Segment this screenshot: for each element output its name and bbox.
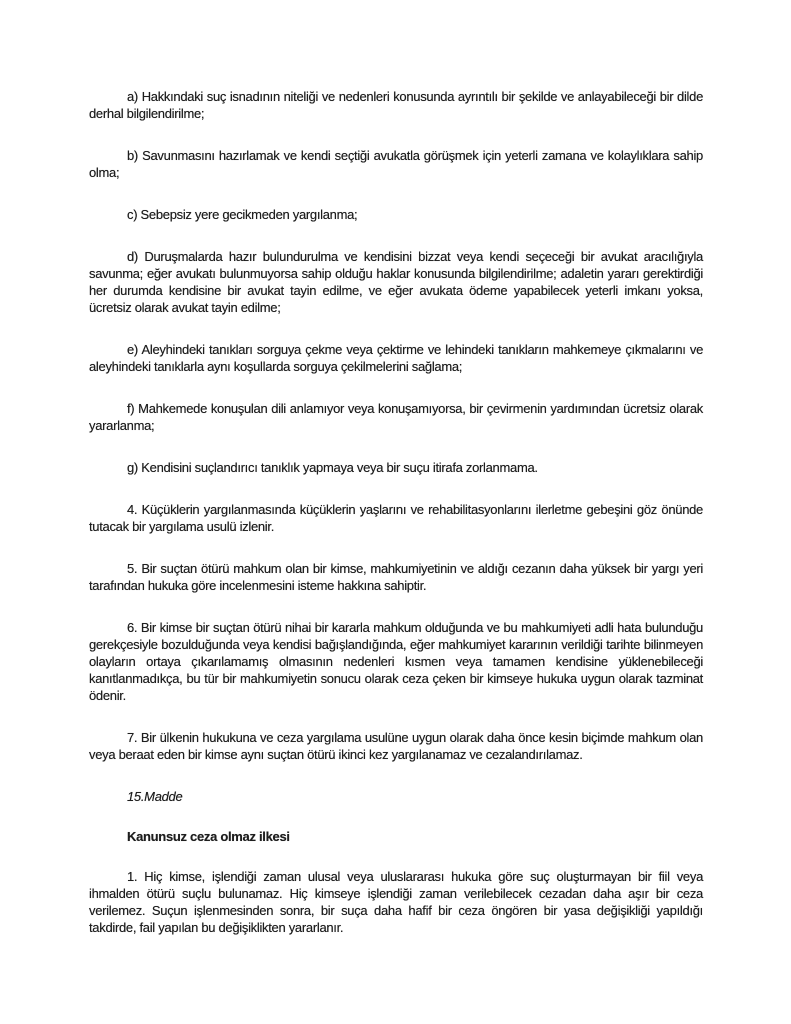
paragraph-clause-4: 4. Küçüklerin yargılanmasında küçüklerin yaşlarını ve rehabilitasyonlarını ilerletme gebeşini göz önünde tutacak bir yargılama usulü izlenir. bbox=[89, 502, 703, 534]
paragraph-clause-6: 6. Bir kimse bir suçtan ötürü nihai bir kararla mahkum olduğunda ve bu mahkumiyeti adli hata bulunduğu gerekçesiyle bozulduğunda veya kendisi bağışlandığında, eğer mahkumiyet kararının verildiği tarihte bilinmeyen olayların ortaya çıkarılamamış olmasının nedenleri kısmen veya tamamen kendisine yüklenebileceği kanıtlanmadıkça, bu tür bir mahkumiyetin sonucu olarak ceza çeken bir kimseye hukuka uygun olarak tazminat ödenir. bbox=[89, 620, 703, 703]
article-number-heading: 15.Madde bbox=[127, 789, 183, 804]
paragraph-item-e: e) Aleyhindeki tanıkları sorguya çekme veya çektirme ve lehindeki tanıkların mahkemeye çıkmalarını ve aleyhindeki tanıklarla aynı koşullarda sorguya çekilmelerini sağlama; bbox=[89, 342, 703, 374]
paragraph-item-d: d) Duruşmalarda hazır bulundurulma ve kendisini bizzat veya kendi seçeceği bir avukat aracılığıyla savunma; eğer avukatı bulunmuyorsa sahip olduğu haklar konusunda bilgilendirilme; adaletin yararı gerektirdiği her durumda kendisine bir avukat tayin edilme, ve eğer avukata ödeme yapabilecek yeterli imkanı yoksa, ücretsiz olarak avukat tayin edilme; bbox=[89, 249, 703, 315]
paragraph-item-c: c) Sebepsiz yere gecikmeden yargılanma; bbox=[127, 207, 358, 222]
paragraph-item-g: g) Kendisini suçlandırıcı tanıklık yapmaya veya bir suçu itirafa zorlanmama. bbox=[127, 460, 538, 475]
paragraph-item-b: b) Savunmasını hazırlamak ve kendi seçtiği avukatla görüşmek için yeterli zamana ve kolaylıklara sahip olma; bbox=[89, 148, 703, 180]
paragraph-item-f: f) Mahkemede konuşulan dili anlamıyor veya konuşamıyorsa, bir çevirmenin yardımından ücretsiz olarak yararlanma; bbox=[89, 401, 703, 433]
paragraph-item-a: a) Hakkındaki suç isnadının niteliği ve nedenleri konusunda ayrıntılı bir şekilde ve anlayabileceği bir dilde derhal bilgilendirilme; bbox=[89, 89, 703, 121]
document-text-block bbox=[89, 88, 703, 936]
paragraph-clause-5: 5. Bir suçtan ötürü mahkum olan bir kimse, mahkumiyetinin ve aldığı cezanın daha yüksek bir yargı yeri tarafından hukuka göre incelenmesini isteme hakkına sahiptir. bbox=[89, 561, 703, 593]
article-title-heading: Kanunsuz ceza olmaz ilkesi bbox=[127, 829, 290, 844]
paragraph-clause-1: 1. Hiç kimse, işlendiği zaman ulusal veya uluslararası hukuka göre suç oluşturmayan bir fiil veya ihmalden ötürü suçlu bulunamaz. Hiç kimseye işlendiği zaman verilebilecek cezadan daha aşır bir ceza verilemez. Suçun işlenmesinden sonra, bir suça daha hafif bir ceza öngören bir yasa değişikliği yapıldığı takdirde, fail yapılan bu değişiklikten yararlanır. bbox=[89, 869, 703, 935]
paragraph-clause-7: 7. Bir ülkenin hukukuna ve ceza yargılama usulüne uygun olarak daha önce kesin biçimde mahkum olan veya beraat eden bir kimse aynı suçtan ötürü ikinci kez yargılanamaz ve cezalandırılamaz. bbox=[89, 730, 703, 762]
